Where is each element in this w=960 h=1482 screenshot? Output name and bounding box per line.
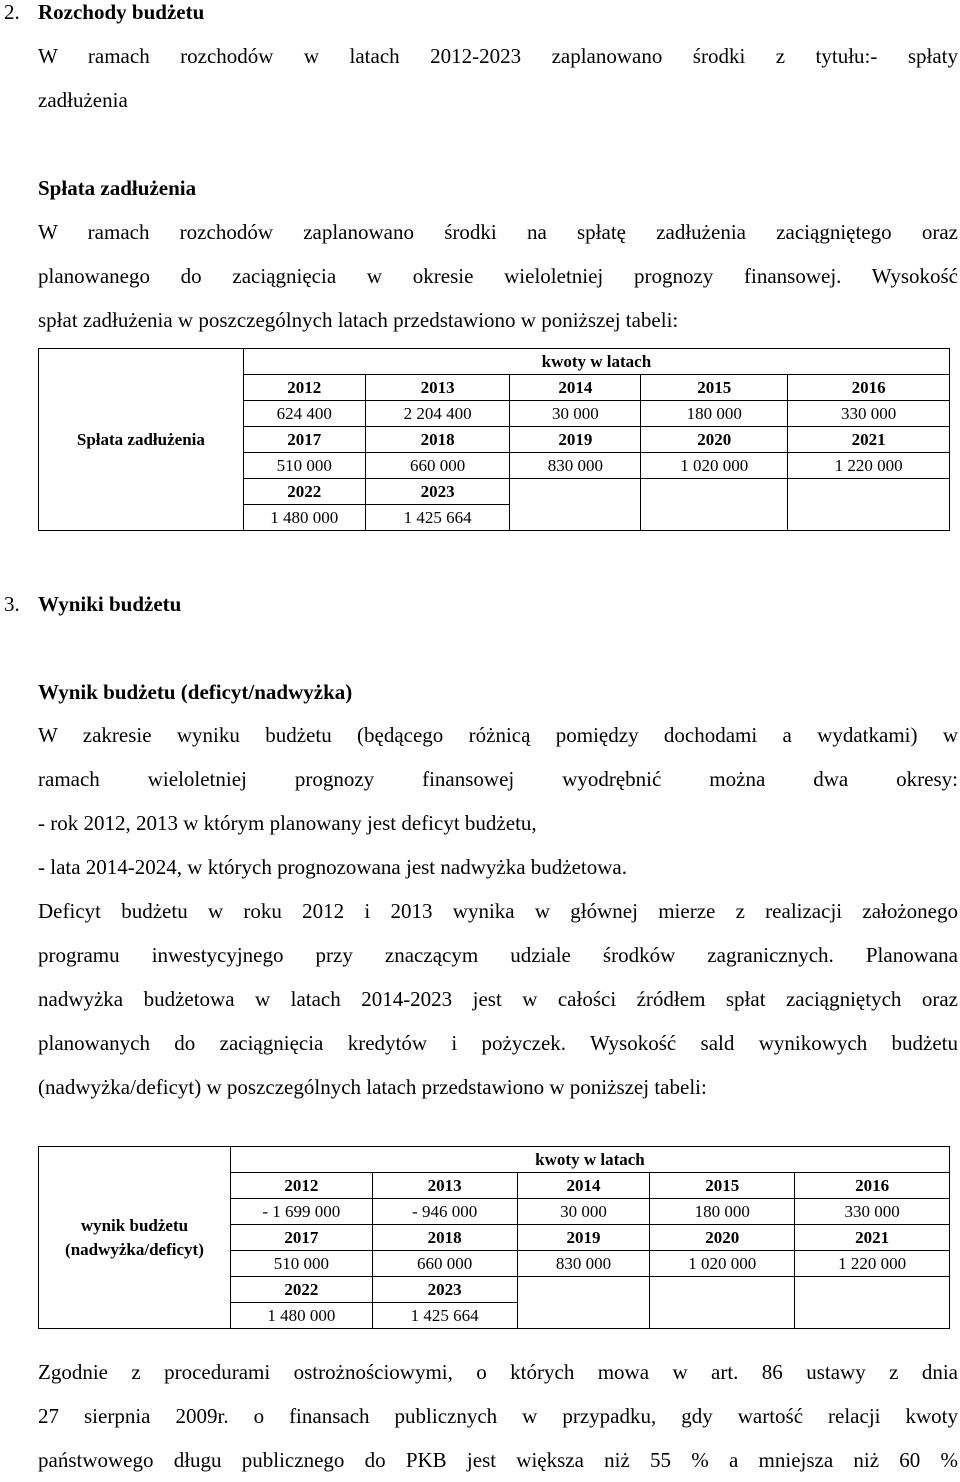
value-cell: 830 000 <box>517 1251 650 1277</box>
value-cell: 330 000 <box>795 1199 950 1225</box>
year-cell: 2013 <box>372 1173 517 1199</box>
paragraph-line: Deficyt budżetu w roku 2012 i 2013 wynika w głównej mierze z realizacji założonego <box>38 899 958 923</box>
value-cell: 2 204 400 <box>365 401 510 427</box>
value-cell: 510 000 <box>230 1251 372 1277</box>
year-cell: 2023 <box>365 479 510 505</box>
value-cell: 510 000 <box>243 453 365 479</box>
value-cell: - 946 000 <box>372 1199 517 1225</box>
value-cell: - 1 699 000 <box>230 1199 372 1225</box>
year-cell: 2019 <box>510 427 641 453</box>
empty-cell <box>641 505 788 531</box>
year-cell: 2018 <box>365 427 510 453</box>
paragraph-line: państwowego długu publicznego do PKB jest większa niż 55 % a mniejsza niż 60 % <box>38 1448 958 1472</box>
section-number: 2. <box>4 0 20 24</box>
paragraph-line: spłat zadłużenia w poszczególnych latach przedstawiono w poniższej tabeli: <box>38 308 679 332</box>
value-cell: 830 000 <box>510 453 641 479</box>
empty-cell <box>650 1303 795 1329</box>
section-number: 3. <box>4 592 20 616</box>
paragraph-line: (nadwyżka/deficyt) w poszczególnych latach przedstawiono w poniższej tabeli: <box>38 1075 707 1099</box>
year-cell: 2021 <box>788 427 950 453</box>
paragraph-line: planowanego do zaciągnięcia w okresie wieloletniej prognozy finansowej. Wysokość <box>38 264 958 288</box>
value-cell: 1 020 000 <box>650 1251 795 1277</box>
paragraph-line: ramach wieloletniej prognozy finansowej wyodrębnić można dwa okresy: <box>38 767 958 791</box>
table-header: kwoty w latach <box>230 1147 949 1173</box>
year-cell: 2016 <box>795 1173 950 1199</box>
subheading-debt-repayment: Spłata zadłużenia <box>38 176 197 200</box>
empty-cell <box>510 505 641 531</box>
row-label-line: wynik budżetu <box>80 1215 189 1235</box>
empty-cell <box>510 479 641 505</box>
year-cell: 2017 <box>230 1225 372 1251</box>
paragraph-line: - lata 2014-2024, w których prognozowana jest nadwyżka budżetowa. <box>38 855 627 879</box>
year-cell: 2015 <box>650 1173 795 1199</box>
value-cell: 1 020 000 <box>641 453 788 479</box>
debt-repayment-table <box>38 348 950 531</box>
paragraph-line: Zgodnie z procedurami ostrożnościowymi, o których mowa w art. 86 ustawy z dnia <box>38 1360 958 1384</box>
year-cell: 2012 <box>243 375 365 401</box>
value-cell: 1 480 000 <box>230 1303 372 1329</box>
empty-cell <box>641 479 788 505</box>
section-2-heading <box>4 0 604 24</box>
intro-line-1: W ramach rozchodów w latach 2012-2023 zaplanowano środki z tytułu:- spłaty <box>38 44 958 68</box>
year-cell: 2016 <box>788 375 950 401</box>
paragraph-line: - rok 2012, 2013 w którym planowany jest deficyt budżetu, <box>38 811 537 835</box>
year-cell: 2018 <box>372 1225 517 1251</box>
value-cell: 660 000 <box>365 453 510 479</box>
value-cell: 330 000 <box>788 401 950 427</box>
value-cell: 30 000 <box>510 401 641 427</box>
year-cell: 2023 <box>372 1277 517 1303</box>
paragraph-line: nadwyżka budżetowa w latach 2014-2023 jest w całości źródłem spłat zaciągniętych oraz <box>38 987 958 1011</box>
value-cell: 1 220 000 <box>795 1251 950 1277</box>
year-cell: 2013 <box>365 375 510 401</box>
year-cell: 2014 <box>510 375 641 401</box>
paragraph-line: W zakresie wyniku budżetu (będącego różnicą pomiędzy dochodami a wydatkami) w <box>38 723 958 747</box>
section-3-heading <box>4 592 604 616</box>
paragraph-line: W ramach rozchodów zaplanowano środki na spłatę zadłużenia zaciągniętego oraz <box>38 220 958 244</box>
empty-cell <box>650 1277 795 1303</box>
year-cell: 2012 <box>230 1173 372 1199</box>
year-cell: 2022 <box>230 1277 372 1303</box>
year-cell: 2017 <box>243 427 365 453</box>
subheading-budget-result: Wynik budżetu (deficyt/nadwyżka) <box>38 680 353 704</box>
budget-result-table <box>38 1146 950 1329</box>
section-title: Wyniki budżetu <box>38 592 182 616</box>
year-cell: 2019 <box>517 1225 650 1251</box>
empty-cell <box>795 1277 950 1303</box>
year-cell: 2020 <box>650 1225 795 1251</box>
paragraph-line: programu inwestycyjnego przy znaczącym udziale środków zagranicznych. Planowana <box>38 943 958 967</box>
section-title: Rozchody budżetu <box>38 0 205 24</box>
year-cell: 2015 <box>641 375 788 401</box>
paragraph-line: 27 sierpnia 2009r. o finansach publicznych w przypadku, gdy wartość relacji kwoty <box>38 1404 958 1428</box>
row-label-line: (nadwyżka/deficyt) <box>65 1239 204 1259</box>
value-cell: 180 000 <box>650 1199 795 1225</box>
year-cell: 2022 <box>243 479 365 505</box>
value-cell: 1 425 664 <box>365 505 510 531</box>
value-cell: 1 480 000 <box>243 505 365 531</box>
empty-cell <box>788 479 950 505</box>
intro-line-2: zadłużenia <box>38 88 128 112</box>
value-cell: 1 425 664 <box>372 1303 517 1329</box>
value-cell: 30 000 <box>517 1199 650 1225</box>
value-cell: 660 000 <box>372 1251 517 1277</box>
value-cell: 624 400 <box>243 401 365 427</box>
empty-cell <box>795 1303 950 1329</box>
empty-cell <box>788 505 950 531</box>
value-cell: 1 220 000 <box>788 453 950 479</box>
empty-cell <box>517 1277 650 1303</box>
empty-cell <box>517 1303 650 1329</box>
table-header: kwoty w latach <box>243 349 949 375</box>
year-cell: 2021 <box>795 1225 950 1251</box>
table-row-label: Spłata zadłużenia <box>39 349 244 531</box>
table-row-label <box>39 1147 231 1329</box>
value-cell: 180 000 <box>641 401 788 427</box>
paragraph-line: planowanych do zaciągnięcia kredytów i pożyczek. Wysokość sald wynikowych budżetu <box>38 1031 958 1055</box>
year-cell: 2020 <box>641 427 788 453</box>
year-cell: 2014 <box>517 1173 650 1199</box>
